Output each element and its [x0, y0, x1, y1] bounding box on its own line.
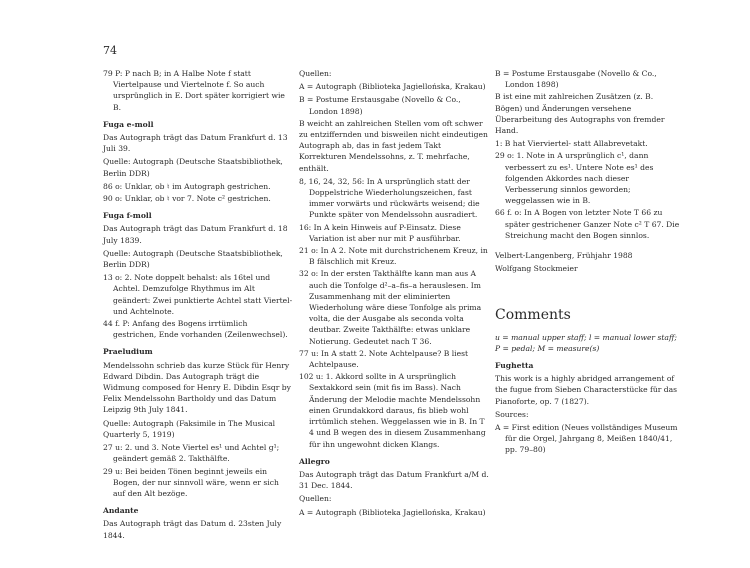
critical-note: 1: B hat Vierviertel- statt Allabrevetakt.	[495, 139, 648, 149]
paragraph: Quellen:	[299, 69, 332, 78]
critical-note: 29 u: Bei beiden Tönen beginnt jeweils ein Bogen, der nur sinnvoll wäre, wenn er sich auf den Alt bezöge.	[103, 466, 279, 498]
critical-note: 29 o: 1. Note in A ursprünglich c¹, dann verbessert zu es¹. Untere Note es¹ des folgenden Akkordes nach dieser Verbesserung sinnlos geworden; weggelassen wie in B.	[495, 151, 654, 206]
paragraph: A = Autograph (Biblioteka Jagiellońska, Krakau)	[299, 82, 486, 92]
column-middle	[299, 68, 489, 520]
paragraph: B ist eine mit zahlreichen Zusätzen (z. B. Bögen) und Änderungen versehene Überarbeitung des Autographs von fremder Hand.	[495, 92, 665, 136]
column-right	[495, 68, 680, 457]
paragraph: B weicht an zahlreichen Stellen vom oft schwer zu entziffernden und bisweilen nicht eindeutigen Autograph ab, das in fast jedem Takt Korrekturen Mendelssohns, z. T. mehrfache, enthält.	[299, 118, 488, 173]
critical-note: 32 o: In der ersten Takthälfte kann man aus A auch die Tonfolge d²–a–fis–a herauslesen. Im Zusammenhang mit der eliminierten Wiederholung wäre diese Tonfolge als prima volta, die der Ausgabe als seconda volta deutbar. Zweite Takthälfte: etwas unklare Notierung. Gedeutet nach T 36.	[299, 269, 482, 346]
paragraph: Das Autograph trägt das Datum d. 23sten July 1844.	[103, 519, 282, 540]
spacer	[495, 242, 680, 250]
critical-note: 102 u: 1. Akkord sollte in A ursprünglich Sextakkord sein (mit fis im Bass). Nach Änderung der Melodie machte Mendelssohn einen Grundakkord daraus, fis blieb wohl irrtümlich stehen. Weggelassen wie in B. In T 4 und B wegen des in diesem Zusammenhang für ihn ungewohnt dicken Klangs.	[299, 372, 486, 449]
paragraph: Das Autograph trägt das Datum Frankfurt a/M d. 31 Dec. 1844.	[299, 469, 489, 491]
paragraph: u = manual upper staff; l = manual lower staff; P = pedal; M = measure(s)	[495, 332, 677, 353]
paragraph: Sources:	[495, 409, 529, 419]
section-heading: Praeludium	[103, 347, 153, 357]
paragraph: Mendelssohn schrieb das kurze Stück für Henry Edward Dibdin. Das Autograph trägt die Widmung composed for Henry E. Dibdin Esqr by Felix Mendelssohn Bartholdy und das Datum Leipzig 9th July 1841.	[103, 360, 291, 415]
section-heading: Fuga e-moll	[103, 119, 154, 129]
paragraph: Das Autograph trägt das Datum Frankfurt d. 13 Juli 39.	[103, 133, 288, 154]
paragraph: This work is a highly abridged arrangement of the fugue from Sieben Characterstücke für das Pianoforte, op. 7 (1827).	[495, 374, 678, 406]
section-heading: Allegro	[299, 456, 330, 466]
section-heading: Fughetta	[495, 361, 534, 371]
critical-note: 16: In A kein Hinweis auf P-Einsatz. Diese Variation ist aber nur mit P ausführbar.	[299, 222, 461, 243]
critical-note: 44 f. P: Anfang des Bogens irrtümlich gestrichen, Ende vorhanden (Zeilenwechsel).	[103, 319, 288, 340]
critical-note: 8, 16, 24, 32, 56: In A ursprünglich statt der Doppelstriche Wiederholungszeichen, fast immer vorwärts und rückwärts weisend; die Punkte später von Mendelssohn ausradiert.	[299, 176, 480, 220]
column-left	[103, 68, 293, 543]
critical-note: B = Postume Erstausgabe (Novello & Co., London 1898)	[299, 95, 461, 116]
paragraph: Quelle: Autograph (Faksimile in The Musical Quarterly 5, 1919)	[103, 418, 276, 439]
critical-note: 79 P: P nach B; in A Halbe Note f statt Viertelpause und Viertelnote f. So auch ursprünglich in E. Dort später korrigiert wie B.	[103, 69, 285, 112]
critical-note: 77 u: In A statt 2. Note Achtelpause? B liest Achtelpause.	[299, 348, 469, 370]
critical-note: 13 o: 2. Note doppelt behalst: als 16tel und Achtel. Demzufolge Rhythmus im Alt geändert: Zwei punktierte Achtel statt Viertel- und Achtelnote.	[103, 273, 293, 316]
critical-note: A = First edition (Neues vollständiges Museum für die Orgel, Jahrgang 8, Meißen 1840/41, pp. 79–80)	[495, 423, 678, 455]
paragraph: Velbert-Langenberg, Frühjahr 1988	[495, 251, 633, 261]
section-heading: Fuga f-moll	[103, 211, 152, 221]
critical-note: 66 f. o: In A Bogen von letzter Note T 66 zu später gestrichener Ganzer Note c² T 67. Die Streichung macht den Bogen sinnlos.	[495, 208, 680, 240]
section-heading: Andante	[103, 506, 139, 516]
critical-note: 27 u: 2. und 3. Note Viertel es¹ und Achtel g¹; geändert gemäß 2. Takthälfte.	[103, 443, 280, 464]
critical-note: 90 o: Unklar, ob ♮ vor 7. Note c² gestrichen.	[103, 194, 271, 204]
paragraph: A = Autograph (Biblioteka Jagiellońska, Krakau)	[299, 507, 486, 517]
critical-note: 86 o: Unklar, ob ♮ im Autograph gestrichen.	[103, 181, 271, 191]
critical-note: B = Postume Erstausgabe (Novello & Co., London 1898)	[495, 69, 657, 90]
critical-note: 21 o: In A 2. Note mit durchstrichenem Kreuz, in B fälschlich mit Kreuz.	[299, 246, 488, 267]
paragraph: Das Autograph trägt das Datum Frankfurt d. 18 July 1839.	[103, 224, 288, 245]
paragraph: Quelle: Autograph (Deutsche Staatsbibliothek, Berlin DDR)	[103, 157, 283, 178]
paragraph: Wolfgang Stockmeier	[495, 264, 578, 274]
comments-heading: Comments	[495, 307, 571, 324]
page-number: 74	[103, 44, 117, 57]
paragraph: Quelle: Autograph (Deutsche Staatsbibliothek, Berlin DDR)	[103, 248, 283, 270]
paragraph: Quellen:	[299, 494, 332, 504]
